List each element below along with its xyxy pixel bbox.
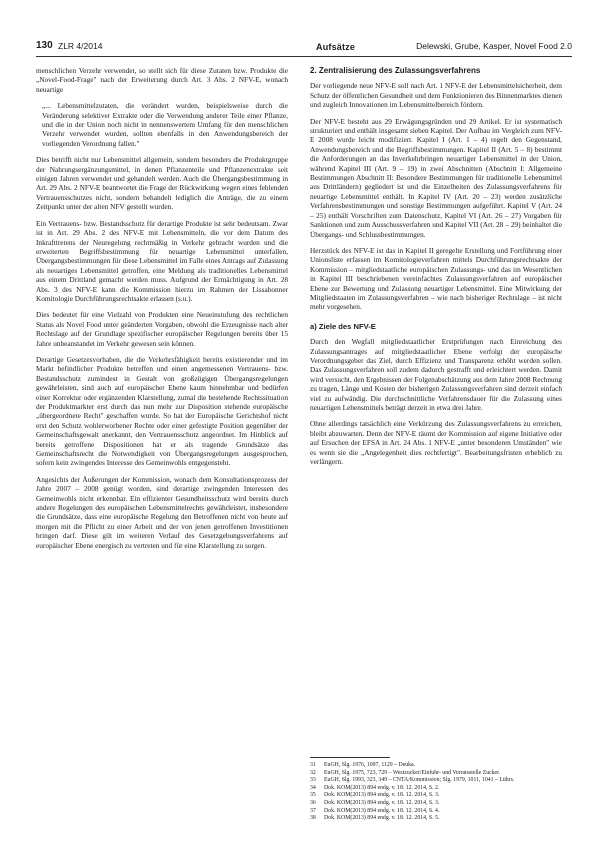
footnotes <box>310 762 572 823</box>
page-number: 130 <box>36 40 53 51</box>
footnote-number: 31 <box>310 762 316 768</box>
paragraph: Herzstück des NFV-E ist das in Kapitel II geregelte Erstellung und Fortführung einer Unionsliste erfassen im Komitologieverfahren mittels Durchführungsrechtsakte der Kommission – mitgliedstaatliche europäischen Zulassungs- und das im Wesentlichen in Kapitel III beschriebenen vereinfachtes Zulassungsverfahren auf europäischer Ebene zur Bewertung und Zulassung neuartiger Lebensmittel. Eine Mitwirkung der Mitgliedstaaten im Zulassungsverfahren – wie nach bisheriger Rechtslage – ist nicht mehr vorgesehen. <box>310 245 562 312</box>
footnote <box>310 777 572 785</box>
footnote-text: Dok. KOM(2013) 894 endg. v. 18. 12. 2014, S. 3. <box>324 792 440 799</box>
footnote-text: EuGH, Slg. 1975, 723, 729 – Westzucker/Einfuhr- und Vorratsstelle Zucker. <box>324 769 501 776</box>
footnote-number: 38 <box>310 815 316 822</box>
footnote <box>310 762 572 770</box>
paragraph: Durch den Wegfall mitgliedstaatlicher Erstprüfungen nach Einreichung des Zulassungsantrages auf mitgliedstaatlicher Ebene verfolgt der europäische Verordnungsgeber das Ziel, durch Effizienz und Transparenz erhöht werden sollen. Das Zulassungsverfahren soll zudem dadurch gestrafft und erleichtert werden. Damit wird versucht, den Ergebnissen der Folgenabschätzung aus dem Jahre 2008 Rechnung zu tragen, Länge und Kosten der bisherigen Zulassungsverfahren sind derzeit einfach viel zu aufwändig. Die durchschnittliche Verfahrensdauer für die Zulassung eines neuartigen Lebensmittels beträgt derzeit in etwa drei Jahre. <box>310 337 562 412</box>
footnote <box>310 815 572 823</box>
left-column <box>36 66 288 557</box>
paragraph: Der NFV-E besteht aus 29 Erwägungsgründen und 29 Artikel. Er ist systematisch strukturiert und enthält insgesamt sieben Kapitel. Der Aufbau im Vergleich zum NFV-E 2008 wurde leicht modifiziert. Kapitel I (Art. 1 – 4) regelt den Gegenstand, Anwendungsbereich und die Begriffsbestimmungen. Kapitel II (Art. 5 – 8) bestimmt die Anforderungen an das Inverkehrbringen neuartiger Lebensmittel in der Union, während Kapitel III (Art. 9 – 19) in zwei Abschnitten (Abschnitt I: Allgemeine Bestimmungen Abschnitt II: Besondere Bestimmungen für traditionelle Lebensmittel aus Drittländern) gegliedert ist und die Einzelheiten des Zulassungsverfahrens für neuartige Lebensmittel enthält. In Kapitel IV (Art. 20 – 23) werden zusätzliche Verfahrensbestimmungen und sonstige Bestimmungen aufgeführt. Kapitel V (Art. 24 – 25) enthält Vorschriften zum Datenschutz, Kapitel VI (Art. 26 – 27) Vorgaben für Sanktionen und zum Ausschussverfahren und Kapitel VII (Art. 28 – 29) beinhaltet die Übergangs- und Schlussbestimmungen. <box>310 116 562 239</box>
running-header <box>36 40 572 54</box>
footnote-text: Dok. KOM(2013) 894 endg. v. 18. 12. 2014, S. 2. <box>324 784 440 791</box>
footnote <box>310 770 572 778</box>
article-authors: Delewski, Grube, Kasper, Novel Food 2.0 <box>416 41 572 51</box>
footnote-number: 36 <box>310 799 316 806</box>
right-column <box>310 66 562 473</box>
footnote-number: 33 <box>310 777 316 784</box>
paragraph: Dies betrifft nicht nur Lebensmittel allgemein, sondern besonders die Produktgruppe der Nahrungsergänzungsmittel, in denen Pflanzenteile und Pflanzenextrakte seit einigen Jahren verwendet und gehandelt werden. Auch die Übergangsbestimmung in Art. 29 Abs. 2 NFV-E beantwortet die Frage der Rückwirkung wegen eines fehlenden Vertrauensschutzes nicht, sondern behandelt lediglich die Anträge, die zu einem Zeitpunkt unter der alten NFV gestellt wurden. <box>36 155 288 212</box>
paragraph: Ohne allerdings tatsächlich eine Verkürzung des Zulassungsverfahrens zu erreichen, bleibt abzuwarten. Denn der NFV-E räumt der Kommission auf eigene Initiative oder auf Ersuchen der EFSA in Art. 24 Abs. 1 NFV-E „unter besonderen Umständen" wie es wenn sie die „Angelegenheit dies rechtfertigt". Bearbeitungsfristen erheblich zu verlängern. <box>310 419 562 467</box>
footnote-rule <box>310 757 390 758</box>
quote-paragraph: „... Lebensmittelzutaten, die verändert wurden, beispielsweise durch die Veränderung selektiver Extrakte oder die Verwendung anderer Teile einer Pflanze, und die in der Union noch nicht in nennenswertem Umfang für den menschlichen Verzehr verwendet wurden, sollten ebenfalls in den Anwendungsbereich der vorliegenden Verordnung fallen." <box>42 101 288 148</box>
journal-issue: ZLR 4/2014 <box>58 41 103 51</box>
footnote-number: 35 <box>310 792 316 799</box>
paragraph: Angesichts der Äußerungen der Kommission, wonach dem Konsultationsprozess der Jahre 2007 – 2008 genügt worden, sind derartige zwingenden Interessen des Gemeinwohls nicht erkennbar. Ein effizienter Gesundheitsschutz wird bereits durch andere Regelungen des europäischen Lebensmittelrechts gewährleistet, insbesondere die Grundsätze, dass eine europäische Regelung den Betroffenen nicht von heute auf morgen mit die Pflicht zu einer Arbeit und der von jenen getroffenen Investitionen bringen darf. Diese gilt im weiteren Verlauf des Gesetzgebungsverfahrens auf europäischer Ebene energisch zu vertreten und für eine Klarstellung zu sorgen. <box>36 474 288 550</box>
footnote <box>310 792 572 800</box>
paragraph: Der vorliegende neue NFV-E soll nach Art. 1 NFV-E der Lebensmittelsicherheit, dem Schutz der öffentlichen Gesundheit und dem Funktionieren des Binnenmarktes dienen und zugleich Innovationen im Lebensmittelbereich fördern. <box>310 81 562 110</box>
footnote-text: EuGH, Slg. 1993, 323, 349 – CNTA/Kommission; Slg. 1979, 1011, 1041 – Lührs. <box>324 777 515 784</box>
footnote-text: Dok. KOM(2013) 894 endg. v. 18. 12. 2014, S. 3. <box>324 799 440 806</box>
footnote-number: 32 <box>310 769 316 776</box>
subsection-heading: a) Ziele des NFV-E <box>310 321 376 331</box>
footnote-number: 34 <box>310 784 316 791</box>
section-title: Aufsätze <box>316 42 356 52</box>
footnote-text: EuGH, Slg. 1976, 1097, 1129 – Deuka. <box>324 762 416 768</box>
footnote-text: Dok. KOM(2013) 894 endg. v. 18. 12. 2014, S. 5. <box>324 815 440 822</box>
section-heading: 2. Zentralisierung des Zulassungsverfahrens <box>310 66 481 75</box>
paragraph: Derartige Gesetzesvorhaben, die die Verkehrsfähigkeit bereits existierender und im Markt befindlicher Produkte betreffen und einen angemessenen Vertrauens- bzw. Bestandsschutz zumindest in Gestalt von großzügigen Übergangsregelungen gewährleisten, sind auch auf europäischer Ebene kaum hinnehmbar und bedürfen einer Korrektur oder ergänzenden Klarstellung, zumal die bestehende Rechtssituation der Produktmarkter erst durch das nun mehr zur Disposition stehende europäische „übergeordnete Recht" geschaffen wurde. So hat der Europäische Gerichtshof nicht erst den Schutz wohlerworbener Rechte oder einer gefestigte Position gegenüber der Gemeinschaftsgewalt anerkannt, den Vertrauensschutz angeordnet. Im Hinblick auf bereits getroffene Dispositionen hat er als tragende Grundsätze das Gemeinschaftsrecht die Notwendigkeit von Übergangsregelungen ausgesprochen, sofern kein zwingendes Interesse des Gemeinwohls entgegensteht. <box>36 354 288 468</box>
paragraph: menschlichen Verzehr verwendet, so stellt sich für diese Zutaten bzw. Produkte die „Novel-Food-Frage" nach der Erweiterung durch Art. 3 Abs. 2 NFV-E, wonach neuartige <box>36 66 288 94</box>
footnote-number: 37 <box>310 807 316 814</box>
footnote-text: Dok. KOM(2013) 894 endg. v. 18. 12. 2014, S. 4. <box>324 807 440 814</box>
paragraph: Dies bedeutet für eine Vielzahl von Produkten eine Neueinstufung des rechtlichen Status als Novel Food unter geänderten Vorgaben, obwohl die Erzeugnisse nach alter Rechtslage auf der Grundlage spezifischer europäischer Regelungen bereits über 15 Jahre unbeanstandet im Verkehr gewesen sein können. <box>36 310 288 348</box>
paragraph: Ein Vertrauens- bzw. Bestandsschutz für derartige Produkte ist sehr bedeutsam. Zwar ist in Art. 29 Abs. 2 des NFV-E mit Lebensmitteln, die vor dem Datum des Inkrafttretens der Neuregelung rechtmäßig in Verkehr gebracht wurden und die erweiterten Begriffsbestimmung für neuartige Lebensmittel unterfallen, Übergangsbestimmungen für diese Lebensmittel im Falle eines Antrags auf Zulassung als neuartiges Lebensmittel getroffen, eine Meldung als traditionelles Lebensmittel aus einem Drittland gemacht werden muss. Aufgrund der Ermächtigung in Art. 28 Abs. 3 des NFV-E kann die Kommission hierzu im Rahmen der Lissabonner Komitologie Durchführungsrechtsakte erlassen (s.u.). <box>36 218 288 303</box>
header-rule <box>36 56 572 57</box>
footnote <box>310 800 572 808</box>
